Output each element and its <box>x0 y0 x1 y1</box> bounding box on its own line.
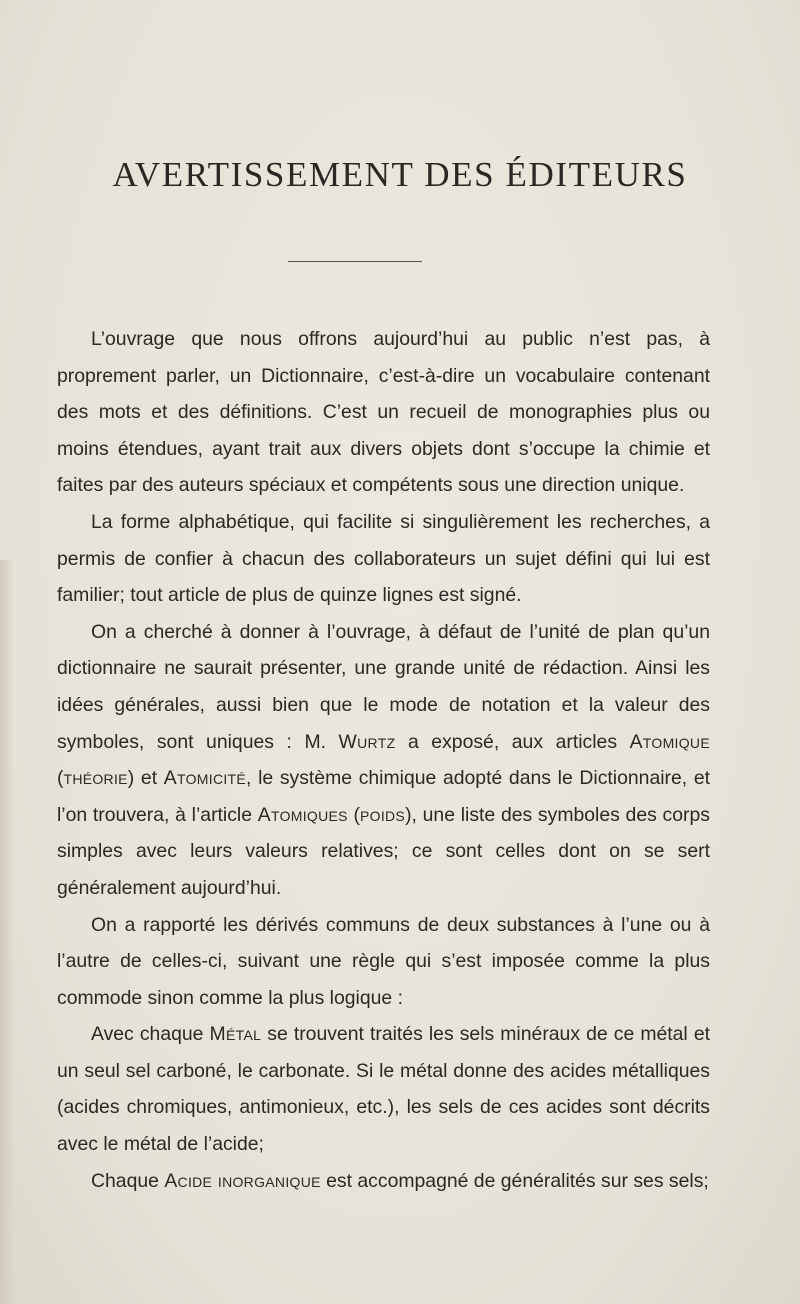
text-span: ), une liste des symboles des corps simples avec leurs valeurs relatives; ce sont celles dont on se sert généralement aujourd’hui. <box>57 803 710 899</box>
article-reference: Atomique <box>629 730 710 753</box>
title-divider <box>288 261 422 262</box>
author-name: Wurtz <box>338 730 396 753</box>
article-reference: Métal <box>209 1023 262 1046</box>
paragraph-3 <box>57 614 710 907</box>
page-shadow <box>0 560 14 1304</box>
text-span: se trouvent traités les sels minéraux de ce métal et un seul sel carboné, le carbonate. Si le métal donne des acides métalliques (acides chromiques, antimonieux, etc.), les sels de ces acides sont décrits avec le métal de l’acide; <box>57 1023 710 1156</box>
text-span: ) et <box>127 767 164 790</box>
article-reference: Acide inorganique <box>164 1169 321 1192</box>
text-span: On a cherché à donner à l’ouvrage, à défaut de l’unité de plan qu’un dictionnaire ne saurait présenter, une grande unité de rédaction. Ainsi les idées générales, aussi bien que le mode de notation et la valeur des symboles, sont uniques : M. <box>57 620 710 753</box>
paragraph-6 <box>57 1163 710 1200</box>
paragraph-1: L’ouvrage que nous offrons aujourd’hui au public n’est pas, à proprement parler, un Dictionnaire, c’est-à-dire un vocabulaire contenant des mots et des définitions. C’est un recueil de monographies plus ou moins étendues, ayant trait aux divers objets dont s’occupe la chimie et faites par des auteurs spéciaux et compétents sous une direction unique. <box>57 328 710 497</box>
body-text <box>57 321 710 1199</box>
article-reference: poids <box>360 803 406 826</box>
article-reference: Atomicité <box>163 767 247 790</box>
text-span: a exposé, aux articles <box>395 730 630 753</box>
paragraph-4: On a rapporté les dérivés communs de deux substances à l’une ou à l’autre de celles-ci, suivant une règle qui s’est imposée comme la plus commode sinon comme la plus logique : <box>57 913 710 1009</box>
page-title: AVERTISSEMENT DES ÉDITEURS <box>112 155 688 194</box>
text-span: est accompagné de généralités sur ses sels; <box>320 1169 709 1192</box>
paragraph-2: La forme alphabétique, qui facilite si singulièrement les recherches, a permis de confier à chacun des collaborateurs un sujet défini qui lui est familier; tout article de plus de quinze lignes est signé. <box>57 510 710 607</box>
article-reference: théorie <box>63 767 128 790</box>
article-reference: Atomiques <box>257 803 348 826</box>
text-span: Avec chaque <box>91 1023 210 1046</box>
text-span: ( <box>57 767 64 790</box>
paragraph-5 <box>57 1016 710 1162</box>
text-span: ( <box>347 803 360 826</box>
text-span: Chaque <box>91 1169 165 1192</box>
text-span: , le système chimique adopté dans le Dictionnaire, et l’on trouvera, à l’article <box>57 767 710 826</box>
